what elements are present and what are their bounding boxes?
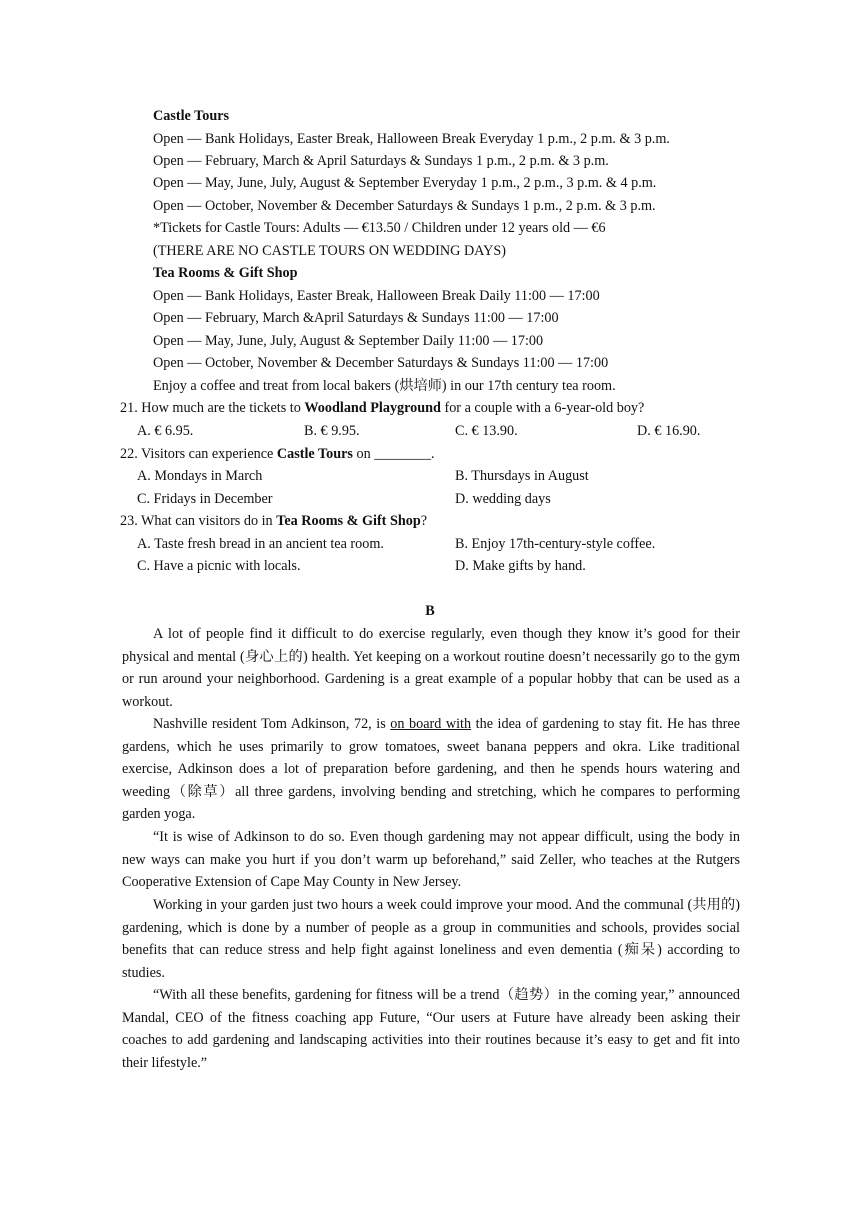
paragraph-1 (122, 623, 740, 713)
option-c: C. Have a picnic with locals. (137, 558, 301, 574)
question-text: 22. Visitors can experience (120, 446, 277, 462)
castle-line: Open — February, March & April Saturdays & Sundays 1 p.m., 2 p.m. & 3 p.m. (153, 153, 609, 169)
question-keyword: Castle Tours (276, 446, 353, 462)
paragraph-text: the idea of gardening to stay fit. He has three gardens, which he uses primarily to grow tomatoes, sweet banana peppers and okra. Like traditional exercise, Adkinson does a lot of preparation before gardening, and then he spends hours watering and weeding（除草）all three gardens, involving bending and stretching, which he compares to performing garden yoga. (122, 716, 740, 823)
question-21 (120, 398, 644, 418)
option-b: B. € 9.95. (304, 423, 360, 439)
option-c: C. Fridays in December (137, 491, 273, 507)
question-text: ? (420, 513, 428, 529)
paragraph-text: A lot of people find it difficult to do exercise regularly, even though they know it’s good for their physical and mental (身心上的) health. Yet keeping on a workout routine doesn’t necessarily go to the gym or run around your neighborhood. Gardening is a great example of a popular hobby that can be used as a workout. (122, 626, 740, 710)
castle-tours-heading: Castle Tours (153, 108, 230, 124)
option-a: A. Mondays in March (137, 468, 263, 484)
castle-line: Open — October, November & December Saturdays & Sundays 1 p.m., 2 p.m. & 3 p.m. (153, 198, 656, 214)
option-b: B. Thursdays in August (455, 468, 589, 484)
section-b-heading: B (425, 603, 435, 619)
paragraph-text: Nashville resident Tom Adkinson, 72, is (153, 716, 391, 732)
paragraph-text: Working in your garden just two hours a week could improve your mood. And the communal (共用的) gardening, which is done by a number of people as a group in communities and schools, provides social benefits that can reduce stress and help fight against loneliness and even dementia (痴呆) according to studies. (122, 897, 740, 981)
castle-ticket-line: *Tickets for Castle Tours: Adults — €13.50 / Children under 12 years old — €6 (153, 220, 606, 236)
paragraph-text: “With all these benefits, gardening for fitness will be a trend（趋势）in the coming year,” announced Mandal, CEO of the fitness coaching app Future, “Our users at Future have already been asking their coaches to add gardening and landscaping activities into their routines because it’s easy to get and fit into their lifestyle.” (122, 987, 740, 1071)
tea-line: Open — Bank Holidays, Easter Break, Halloween Break Daily 11:00 — 17:00 (153, 288, 600, 304)
tea-line: Enjoy a coffee and treat from local bakers (烘培师) in our 17th century tea room. (153, 378, 616, 394)
question-23 (120, 511, 427, 531)
question-text: 21. How much are the tickets to (120, 400, 305, 416)
paragraph-text: “It is wise of Adkinson to do so. Even though gardening may not appear difficult, using the body in new ways can make you hurt if you don’t warm up beforehand,” said Zeller, who teaches at the Rutgers Cooperative Extension of Cape May County in New Jersey. (122, 829, 740, 891)
question-text: on ________. (352, 446, 435, 462)
question-text: 23. What can visitors do in (120, 513, 277, 529)
paragraph-4 (122, 894, 740, 984)
question-22 (120, 444, 435, 464)
tea-line: Open — October, November & December Saturdays & Sundays 11:00 — 17:00 (153, 355, 609, 371)
paragraph-3 (122, 826, 740, 894)
castle-line: Open — Bank Holidays, Easter Break, Halloween Break Everyday 1 p.m., 2 p.m. & 3 p.m. (153, 131, 670, 147)
question-keyword: Tea Rooms & Gift Shop (276, 513, 421, 529)
paragraph-5 (122, 984, 740, 1074)
option-c: C. € 13.90. (455, 423, 518, 439)
option-d: D. Make gifts by hand. (455, 558, 586, 574)
tea-line: Open — May, June, July, August & September Daily 11:00 — 17:00 (153, 333, 544, 349)
tea-rooms-heading: Tea Rooms & Gift Shop (153, 265, 298, 281)
question-text: for a couple with a 6-year-old boy? (440, 400, 645, 416)
option-b: B. Enjoy 17th-century-style coffee. (455, 536, 656, 552)
option-d: D. wedding days (455, 491, 551, 507)
castle-line: Open — May, June, July, August & September Everyday 1 p.m., 2 p.m., 3 p.m. & 4 p.m. (153, 175, 657, 191)
underlined-phrase: on board with (390, 716, 472, 732)
option-a: A. € 6.95. (137, 423, 194, 439)
paragraph-2 (122, 713, 740, 826)
tea-line: Open — February, March &April Saturdays & Sundays 11:00 — 17:00 (153, 310, 559, 326)
question-keyword: Woodland Playground (304, 400, 441, 416)
option-a: A. Taste fresh bread in an ancient tea room. (137, 536, 384, 552)
castle-notice-line: (THERE ARE NO CASTLE TOURS ON WEDDING DAYS) (153, 243, 506, 259)
option-d: D. € 16.90. (637, 423, 701, 439)
